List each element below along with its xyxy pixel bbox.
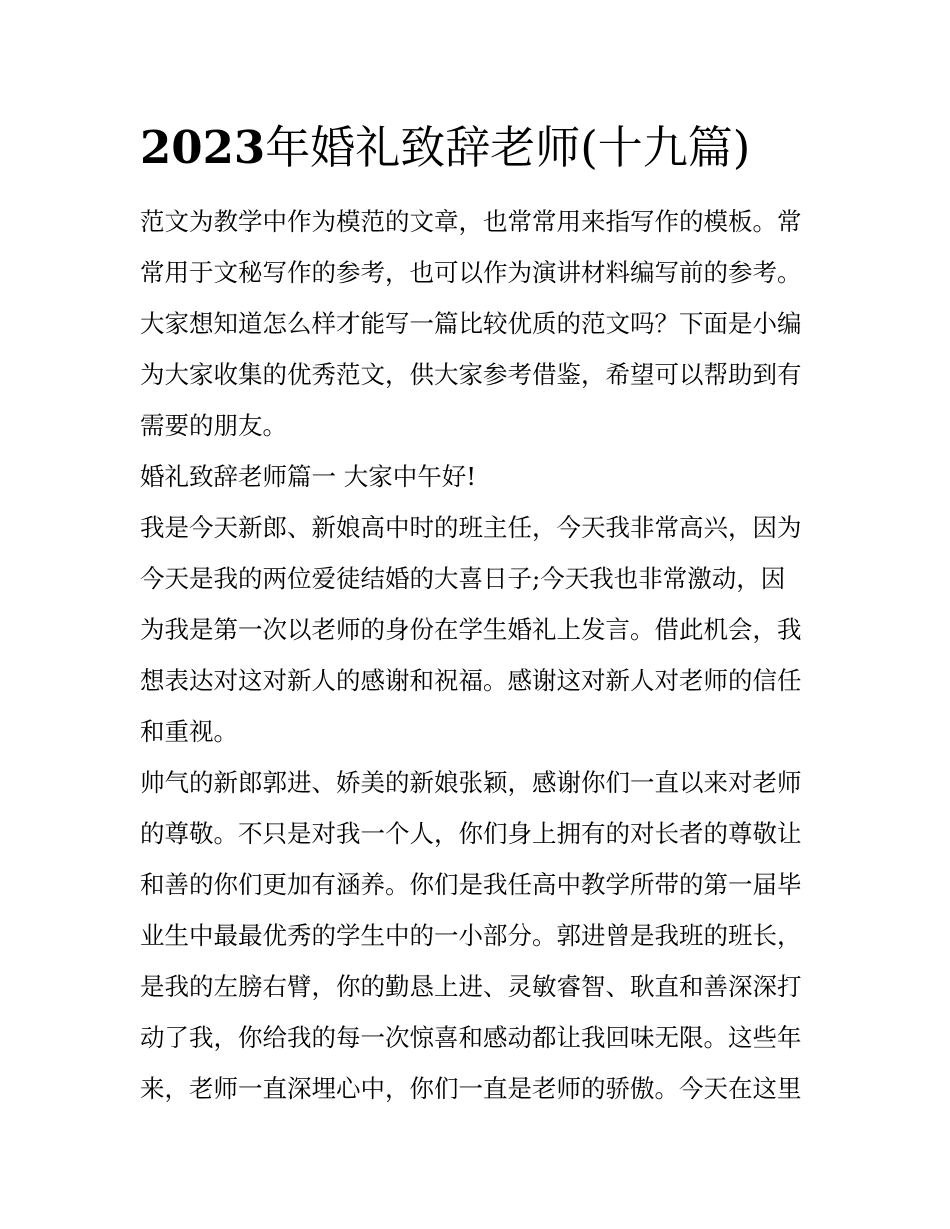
- text-line: 动了我，你给我的每一次惊喜和感动都让我回味无限。这些年: [140, 1023, 802, 1052]
- document-title: [140, 112, 820, 184]
- text-line: 和重视。: [140, 717, 238, 746]
- title-year: 2023: [140, 121, 266, 174]
- text-line: 业生中最最优秀的学生中的一小部分。郭进曾是我班的班长，: [140, 921, 802, 950]
- text-line: 为我是第一次以老师的身份在学生婚礼上发言。借此机会，我: [140, 615, 802, 644]
- text-line: 需要的朋友。: [140, 411, 287, 440]
- section-heading: 婚礼致辞老师篇一 大家中午好!: [140, 462, 477, 491]
- text-line: 和善的你们更加有涵养。你们是我任高中教学所带的第一届毕: [140, 870, 802, 899]
- text-line: 我是今天新郎、新娘高中时的班主任，今天我非常高兴，因为: [140, 513, 802, 542]
- text-line: 的尊敬。不只是对我一个人，你们身上拥有的对长者的尊敬让: [140, 819, 802, 848]
- text-line: 为大家收集的优秀范文，供大家参考借鉴，希望可以帮助到有: [140, 360, 802, 389]
- document-body: [140, 196, 820, 1114]
- text-line: 常用于文秘写作的参考，也可以作为演讲材料编写前的参考。: [140, 258, 802, 287]
- text-line: 今天是我的两位爱徒结婚的大喜日子;今天我也非常激动，因: [140, 564, 786, 593]
- title-text: 年婚礼致辞老师(十九篇): [265, 121, 751, 174]
- text-line: 大家想知道怎么样才能写一篇比较优质的范文吗？下面是小编: [140, 309, 802, 338]
- text-line: 来，老师一直深埋心中，你们一直是老师的骄傲。今天在这里: [140, 1074, 802, 1103]
- text-line: 是我的左膀右臂，你的勤恳上进、灵敏睿智、耿直和善深深打: [140, 972, 802, 1001]
- text-line: 范文为教学中作为模范的文章，也常常用来指写作的模板。常: [140, 207, 802, 236]
- text-line: 想表达对这对新人的感谢和祝福。感谢这对新人对老师的信任: [140, 666, 802, 695]
- text-line: 帅气的新郎郭进、娇美的新娘张颖，感谢你们一直以来对老师: [140, 768, 802, 797]
